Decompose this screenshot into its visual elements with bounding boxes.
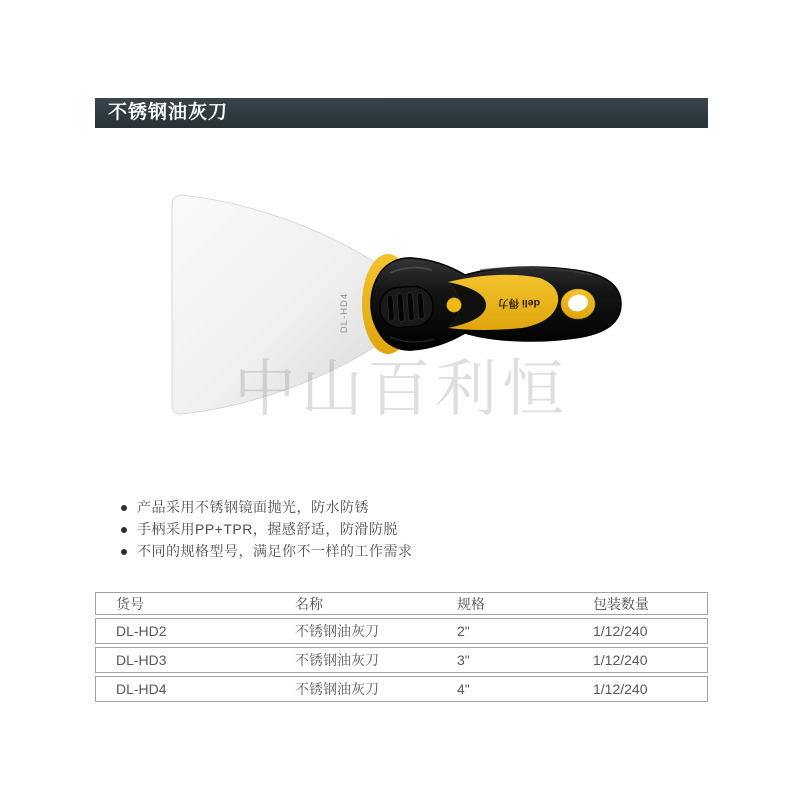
col-header-pack-qty: 包装数量 [593,592,708,615]
cell-item-no: DL-HD4 [95,676,295,702]
hang-hole [561,289,595,319]
col-header-name: 名称 [295,592,457,615]
table-row [95,676,708,702]
handle-pin [447,298,461,312]
bullet-dot-icon [121,505,127,511]
cell-name: 不锈钢油灰刀 [295,676,457,702]
col-header-spec: 规格 [457,592,593,615]
brand-accent [447,275,558,330]
bullet-dot-icon [121,549,127,555]
section-title-bar [95,98,708,128]
bullet-dot-icon [121,527,127,533]
feature-text: 产品采用不锈钢镜面抛光，防水防锈 [137,499,369,515]
cell-name: 不锈钢油灰刀 [295,647,457,673]
brand-logo: deli 得力 [497,297,541,309]
cell-pack-qty: 1/12/240 [593,647,708,673]
cell-pack-qty: 1/12/240 [593,676,708,702]
cell-pack-qty: 1/12/240 [593,618,708,644]
cell-item-no: DL-HD3 [95,647,295,673]
cell-spec: 2" [457,618,593,644]
cell-name: 不锈钢油灰刀 [295,618,457,644]
feature-text: 不同的规格型号，满足你不一样的工作需求 [137,543,413,559]
table-header-row [95,592,708,615]
spec-table [95,589,708,705]
col-header-item-no: 货号 [95,592,295,615]
feature-item [121,522,413,537]
page-title: 不锈钢油灰刀 [108,102,229,123]
feature-list [121,500,413,566]
feature-item [121,500,413,515]
feature-text: 手柄采用PP+TPR，握感舒适，防滑防脱 [137,521,398,537]
cell-item-no: DL-HD2 [95,618,295,644]
feature-item [121,544,413,559]
cell-spec: 3" [457,647,593,673]
cell-spec: 4" [457,676,593,702]
watermark-text: 中山百利恒 [233,352,569,425]
thumb-grip-pad [379,285,435,329]
table-row [95,618,708,644]
blade-model-label: DL-HD4 [339,292,350,334]
table-row [95,647,708,673]
